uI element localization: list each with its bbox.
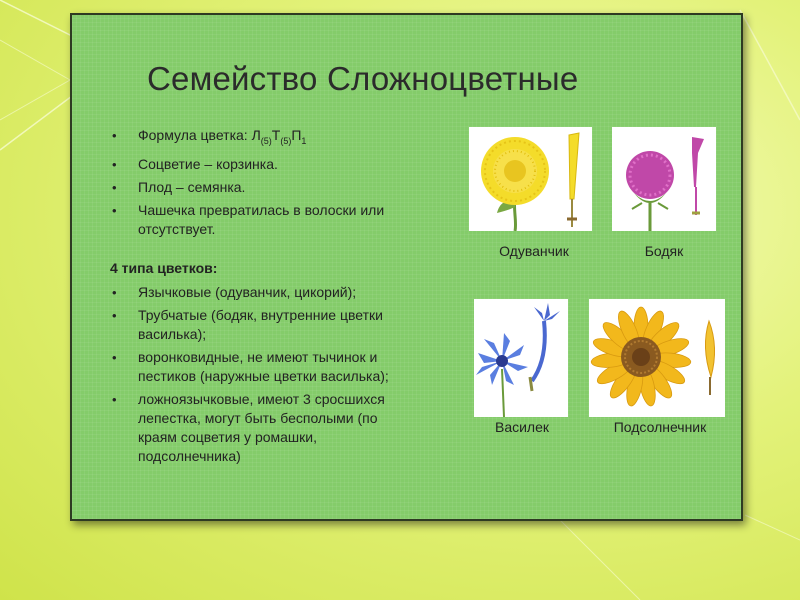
caption-cornflower: Василек <box>494 419 550 435</box>
bullet-list <box>110 126 440 466</box>
formula-item <box>110 126 440 151</box>
slide-panel <box>70 13 743 521</box>
formula-p: П <box>291 127 302 143</box>
formula-t-sub: (5) <box>280 135 292 146</box>
formula-l: Л <box>251 127 261 143</box>
thistle-image <box>612 127 716 231</box>
sunflower-image <box>589 299 725 417</box>
cornflower-illustration <box>474 299 568 417</box>
type-item: • Трубчатые (бодяк, внутренние цветки василька); <box>110 306 408 344</box>
dandelion-image <box>469 127 592 231</box>
bullet-item: • Плод – семянка. <box>110 178 440 197</box>
type-item: • ложноязычковые, имеют 3 сросшихся лепестка, могут быть бесполыми (по краям соцветия у ромашки, подсолнечника) <box>110 390 408 466</box>
caption-sunflower: Подсолнечник <box>613 419 707 435</box>
thistle-illustration <box>612 127 716 231</box>
bullet-item: • Чашечка превратилась в волоски или отсутствует. <box>110 201 408 239</box>
caption-thistle: Бодяк <box>644 243 684 259</box>
formula-label: Формула цветка: <box>138 127 252 143</box>
cornflower-image <box>474 299 568 417</box>
types-heading: 4 типа цветков: <box>110 259 218 276</box>
bullet-item: • Соцветие – корзинка. <box>110 155 440 174</box>
sunflower-illustration <box>589 299 725 417</box>
type-item: • воронковидные, не имеют тычинок и пестиков (наружные цветки василька); <box>110 348 428 386</box>
type-item: • Язычковые (одуванчик, цикорий); <box>110 283 440 302</box>
dandelion-illustration <box>469 127 592 231</box>
slide-title: Семейство Сложноцветные <box>147 60 579 97</box>
formula-l-sub: (5) <box>260 135 272 146</box>
caption-dandelion: Одуванчик <box>499 243 569 259</box>
formula-p-sub: 1 <box>301 135 307 146</box>
formula-t: Т <box>271 127 281 143</box>
